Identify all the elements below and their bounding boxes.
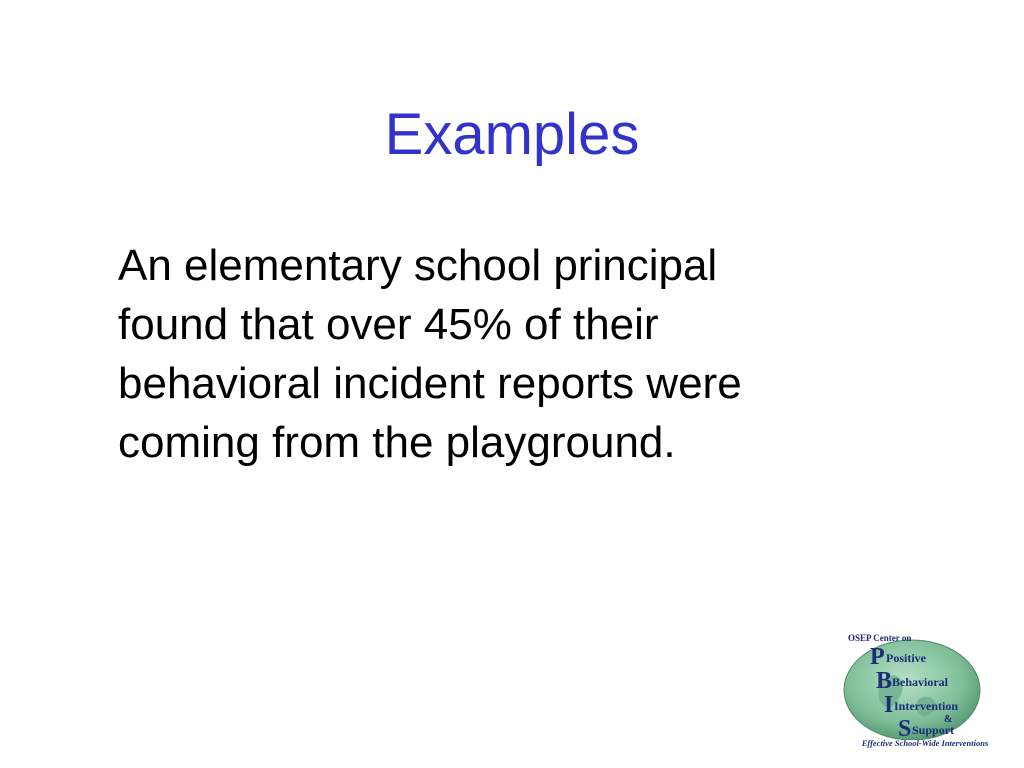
body-line: An elementary school principal <box>118 241 718 290</box>
logo-header: OSEP Center on <box>848 633 912 643</box>
logo-letter-s: S <box>898 716 912 740</box>
logo-line-intervention: Intervention <box>894 699 958 713</box>
body-line: behavioral incident reports were <box>118 359 742 408</box>
body-line: coming from the playground. <box>118 418 676 467</box>
logo-line-behavioral: Behavioral <box>892 675 948 689</box>
logo-line-positive: Positive <box>886 651 926 665</box>
slide-body <box>118 236 978 472</box>
logo-line-support: Support <box>912 723 955 737</box>
logo-tagline: Effective School-Wide Interventions <box>861 738 989 748</box>
logo-letter-p: P <box>870 644 885 670</box>
slide-title: Examples <box>384 102 640 167</box>
body-line: found that over 45% of their <box>118 300 659 349</box>
logo-letter-i: I <box>884 692 894 718</box>
logo-letter-b: B <box>876 668 893 694</box>
pbis-logo <box>840 630 1010 755</box>
logo-ampersand: & <box>944 714 953 725</box>
